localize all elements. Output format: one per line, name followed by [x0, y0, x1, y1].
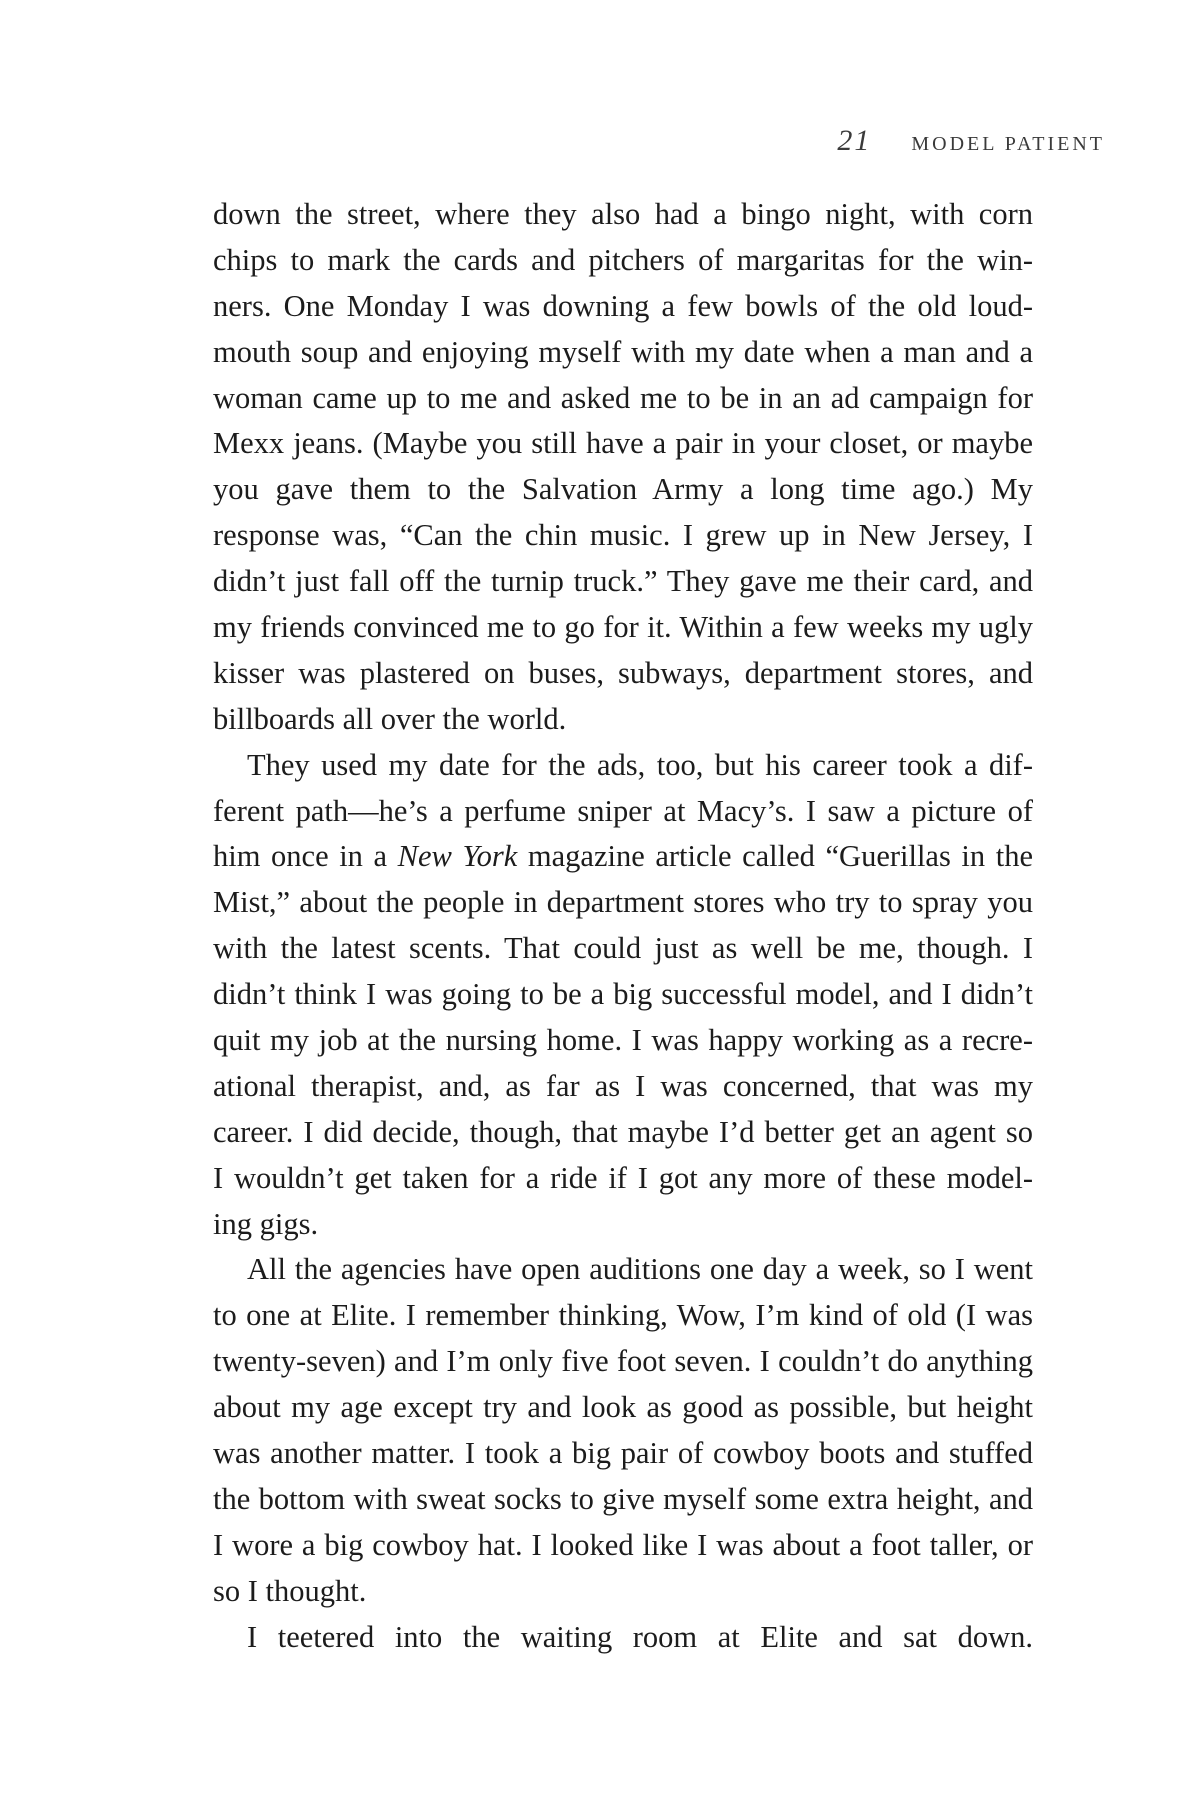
text-line: woman came up to me and asked me to be in an ad campaign for	[213, 380, 1033, 415]
publication-title: New York	[397, 839, 518, 874]
paragraph-1	[213, 192, 1033, 743]
text-line: about my age except try and look as good as possible, but height	[213, 1390, 1033, 1425]
running-title: MODEL PATIENT	[911, 133, 1105, 155]
text-line: didn’t think I was going to be a big successful model, and I didn’t	[213, 977, 1033, 1012]
body-text	[213, 192, 1033, 1661]
line-start: him once in a	[213, 839, 388, 874]
text-line: Mist,” about the people in department stores who try to spray you	[213, 885, 1033, 920]
text-line: ners. One Monday I was downing a few bowls of the old loud-	[213, 288, 1033, 323]
text-line: ing gigs.	[213, 1206, 319, 1241]
text-line: quit my job at the nursing home. I was happy working as a recre-	[213, 1023, 1033, 1058]
text-line: twenty-seven) and I’m only five foot seven. I couldn’t do anything	[213, 1344, 1033, 1379]
running-head	[700, 124, 1105, 164]
text-line: response was, “Can the chin music. I grew up in New Jersey, I	[213, 518, 1033, 553]
text-line-with-italic	[213, 834, 1033, 880]
text-line: ational therapist, and, as far as I was concerned, that was my	[213, 1068, 1033, 1103]
text-line: you gave them to the Salvation Army a long time ago.) My	[213, 472, 1033, 507]
text-line: ferent path—he’s a perfume sniper at Macy’s. I saw a picture of	[213, 793, 1033, 828]
text-line: the bottom with sweat socks to give myself some extra height, and	[213, 1481, 1033, 1516]
text-line: my friends convinced me to go for it. Within a few weeks my ugly	[213, 610, 1033, 645]
text-line: All the agencies have open auditions one day a week, so I went	[247, 1252, 1033, 1287]
text-line: career. I did decide, though, that maybe I’d better get an agent so	[213, 1114, 1033, 1149]
text-line: down the street, where they also had a bingo night, with corn	[213, 197, 1033, 231]
text-line: I wore a big cowboy hat. I looked like I was about a foot taller, or	[213, 1527, 1033, 1562]
text-line: was another matter. I took a big pair of cowboy boots and stuffed	[213, 1436, 1033, 1471]
page-number: 21	[837, 124, 872, 157]
paragraph-3	[213, 1247, 1033, 1614]
paragraph-4	[213, 1615, 1033, 1661]
text-line: billboards all over the world.	[213, 701, 567, 736]
text-line: kisser was plastered on buses, subways, department stores, and	[213, 655, 1033, 690]
text-line: didn’t just fall off the turnip truck.” They gave me their card, and	[213, 564, 1033, 599]
paragraph-2	[213, 743, 1033, 1248]
line-end: magazine article called “Guerillas in the	[527, 839, 1033, 874]
text-line: mouth soup and enjoying myself with my date when a man and a	[213, 334, 1033, 369]
text-line: I wouldn’t get taken for a ride if I got any more of these model-	[213, 1160, 1033, 1195]
text-line: They used my date for the ads, too, but his career took a dif-	[247, 747, 1033, 782]
text-line: to one at Elite. I remember thinking, Wow, I’m kind of old (I was	[213, 1298, 1033, 1333]
text-line: so I thought.	[213, 1573, 367, 1608]
text-line: chips to mark the cards and pitchers of margaritas for the win-	[213, 242, 1033, 277]
text-line: Mexx jeans. (Maybe you still have a pair in your closet, or maybe	[213, 426, 1033, 461]
text-line: I teetered into the waiting room at Elite and sat down.	[247, 1619, 1033, 1654]
text-line: with the latest scents. That could just as well be me, though. I	[213, 931, 1033, 966]
